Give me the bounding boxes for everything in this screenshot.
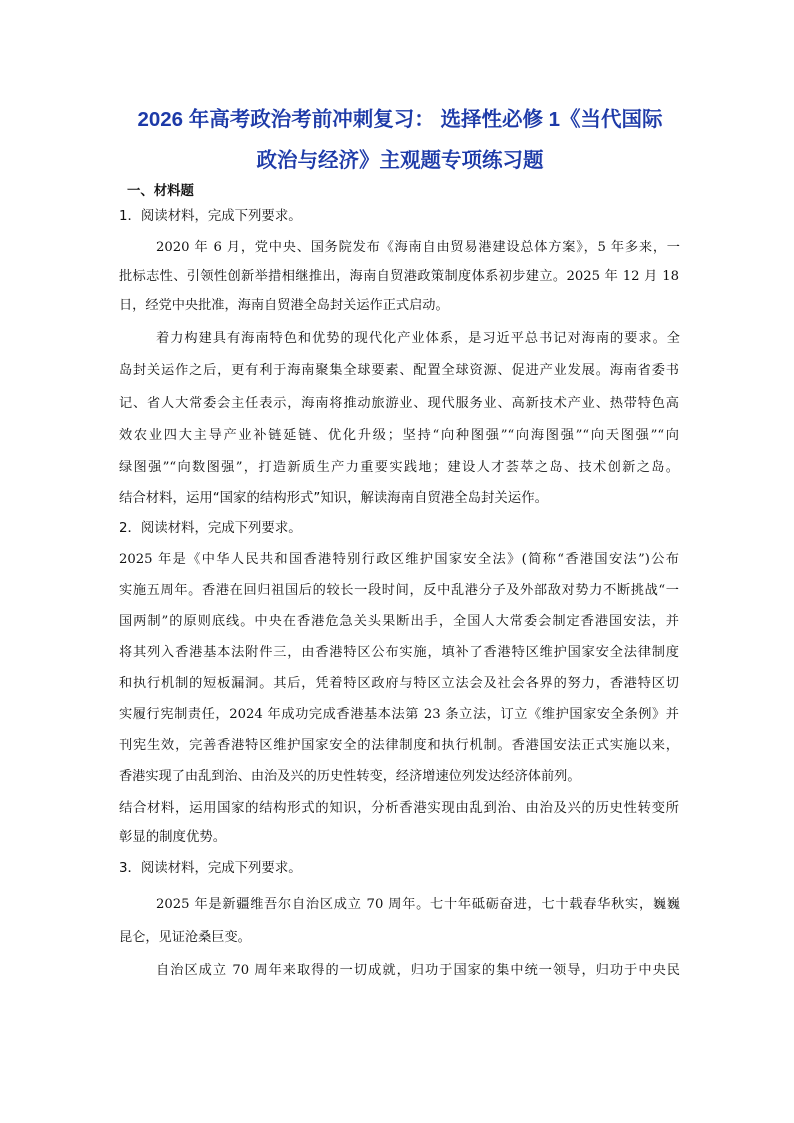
q2-paragraph-line: 和执行机制的短板漏洞。其后，凭着特区政府与特区立法会及社会各界的努力，香港特区切 xyxy=(119,676,679,691)
question-1-prompt: 结合材料，运用“国家的结构形式”知识，解读海南自贸港全岛封关运作。 xyxy=(119,491,548,506)
q2-paragraph-line: 香港实现了由乱到治、由治及兴的历史性转变，经济增速位列发达经济体前列。 xyxy=(119,769,581,784)
q2-paragraph-line: 实施五周年。香港在回归祖国后的较长一段时间，反中乱港分子及外部敌对势力不断挑战“一 xyxy=(119,583,679,598)
document-title-line-1: 2026 年高考政治考前冲刺复习： 选择性必修 1《当代国际 xyxy=(137,108,663,131)
q1-paragraph-2-line: 着力构建具有海南特色和优势的现代化产业体系，是习近平总书记对海南的要求。全 xyxy=(156,331,680,346)
q3-paragraph-1-line: 2025 年是新疆维吾尔自治区成立 70 周年。七十年砥砺奋进，七十载春华秋实，巍巍 xyxy=(156,897,680,912)
question-2-heading: 2．阅读材料，完成下列要求。 xyxy=(119,521,302,536)
question-3-heading: 3．阅读材料，完成下列要求。 xyxy=(119,861,302,876)
question-2-prompt-line: 彰显的制度优势。 xyxy=(119,830,227,845)
q2-paragraph-line: 将其列入香港基本法附件三，由香港特区公布实施，填补了香港特区维护国家安全法律制度 xyxy=(119,645,679,660)
q1-paragraph-2-line: 记、省人大常委会主任表示，海南将推动旅游业、现代服务业、高新技术产业、热带特色高 xyxy=(119,396,679,411)
q1-paragraph-2-line: 岛封关运作之后，更有利于海南聚集全球要素、配置全球资源、促进产业发展。海南省委书 xyxy=(119,363,679,378)
q2-paragraph-line: 2025 年是《中华人民共和国香港特别行政区维护国家安全法》(简称“香港国安法”)公布 xyxy=(119,552,679,567)
q2-paragraph-line: 国两制”的原则底线。中央在香港危急关头果断出手，全国人大常委会制定香港国安法，并 xyxy=(119,614,679,629)
q2-paragraph-line: 实履行宪制责任，2024 年成功完成香港基本法第 23 条立法，订立《维护国家安全条例》并 xyxy=(119,707,679,722)
q1-paragraph-2-line: 绿图强”“向数图强”，打造新质生产力重要实践地；建设人才荟萃之岛、技术创新之岛。 xyxy=(119,460,679,475)
q1-paragraph-2-line: 效农业四大主导产业补链延链、优化升级；坚持“向种图强”“向海图强”“向天图强”“向 xyxy=(119,428,679,443)
question-1-heading: 1．阅读材料，完成下列要求。 xyxy=(119,209,302,224)
q1-paragraph-1-line: 日，经党中央批准，海南自贸港全岛封关运作正式启动。 xyxy=(119,298,449,313)
q1-paragraph-1-line: 批标志性、引领性创新举措相继推出，海南自贸港政策制度体系初步建立。2025 年 12 月 18 xyxy=(119,269,679,284)
question-2-prompt-line: 结合材料，运用国家的结构形式的知识，分析香港实现由乱到治、由治及兴的历史性转变所 xyxy=(119,801,679,816)
q1-paragraph-1-line: 2020 年 6 月，党中央、国务院发布《海南自由贸易港建设总体方案》，5 年多来，一 xyxy=(156,240,680,255)
q3-paragraph-1-line: 昆仑，见证沧桑巨变。 xyxy=(119,930,251,945)
section-heading: 一、材料题 xyxy=(127,184,194,199)
q3-paragraph-2-line: 自治区成立 70 周年来取得的一切成就，归功于国家的集中统一领导，归功于中央民 xyxy=(156,963,680,978)
document-title-line-2: 政治与经济》主观题专项练习题 xyxy=(256,149,544,172)
q2-paragraph-line: 刊宪生效，完善香港特区维护国家安全的法律制度和执行机制。香港国安法正式实施以来， xyxy=(119,738,679,753)
